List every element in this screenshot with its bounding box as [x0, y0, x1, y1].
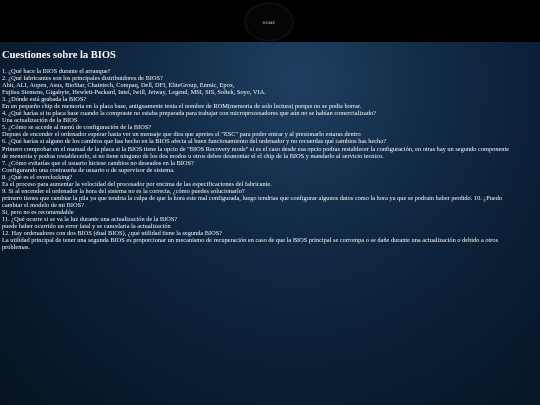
content-line: 8. ¿Qué es el overclocking?: [2, 173, 73, 181]
content-line: 9. Si al encender el ordenador la hora del sistema no es la correcta, ¿cómo puedes solucionarlo?: [2, 187, 245, 195]
content-line: Primero comprobar en el manual de la placa si la BIOS tiene la opcio de "BIOS Recovery mode" si es el caso desde esa opcio podras restablecer la configuración, en otras hay un segundo componente: [2, 145, 510, 153]
content-line: primero tienes que cambiar la pila ya que tendria la culpa de que la hora este mal configurada, luego tendrias que configurar algunos datos como la hora ya que se podrain haber perdido. 10. ¿Puedo: [2, 194, 503, 202]
content-line: La utilidad principal de tener una segunda BIOS es proporcionar un mecanismo de recuperación en caso de que la BIOS principal se corrompa o se dañe durante una actualización o debido a otros: [2, 237, 499, 245]
content-line: 2. ¿Qué fabricantes son los principales distribuidores de BIOS?: [2, 75, 163, 83]
content-line: En un pequeño chip de memoria en la placa base, antiguamente tenia el nombre de ROM(memoria de solo lectura) porque no se podia borrar.: [2, 103, 362, 111]
content-line: problemas.: [2, 244, 31, 252]
content-line: puede haber ocurrido un error fatal y se cancelaria la actualización: [2, 223, 171, 231]
home-button-label: HOME: [262, 19, 276, 25]
content-line: Es el proceso para aumentar la velocidad del procesador por encima de las especificaciones del fabricante.: [2, 180, 272, 188]
content-line: Fujitsu Siemens, Gigabyte, Hewlett-Packard, Intel, Iwill, Jetway, Legend, MSI, SIS, Soltek, Soyo, VIA.: [2, 89, 266, 97]
page-title: Cuestiones sobre la BIOS: [2, 50, 116, 61]
home-button[interactable]: [246, 4, 292, 40]
content-line: Configurando una contraseña de usuario o de supervisor de sistema.: [2, 166, 175, 174]
content-line: 7. ¿Cómo evitarías que el usuario hiciese cambios no deseados en la BIOS?: [2, 159, 194, 167]
main-content: [2, 50, 536, 251]
content-line: 3. ¿Dónde está grabada la BIOS?: [2, 96, 87, 104]
content-line: 6. ¿Qué harías si alguno de los cambios que has hecho en la BIOS afecta al buen funcionamiento del ordenador y no recuerdas qué cambios has hecho?: [2, 138, 387, 146]
content-line: 12. Hay ordenadores con dos BIOS (dual BIOS), ¿qué utilidad tiene la segunda BIOS?: [2, 230, 223, 238]
content-line: Una actualización de la BIOS: [2, 117, 78, 125]
content-line: Si, pero no es recomendable: [2, 208, 74, 216]
content-line: 1. ¿Qué hace la BIOS durante el arranque?: [2, 68, 111, 75]
content-line: cambiar el modelo de mi BIOS?: [2, 201, 84, 209]
content-line: Depues de encender el ordenador esperar hasta ver un mensaje que dira que apretes el "ESC" para poder entrar y al presionarlo estaras dentro: [2, 131, 361, 139]
top-bar: [0, 0, 540, 42]
content-line: de memoria y podras restablecerlo, si no tiene ninguno de los dos modos u otros debes desmontar el el chip de la BIOS y mandarlo al servicio tecnico.: [2, 152, 384, 160]
content-line: 4. ¿Qué harías si tu placa base cuando la compraste no estaba preparada para trabajar con microprocesadores que aún no se habían comercializado?: [2, 110, 376, 118]
content-line: 5. ¿Cómo se accede al menú de configuración de la BIOS?: [2, 124, 152, 132]
content-line: 11. ¿Qué ocurre si se va la luz durante una actualización de la BIOS?: [2, 215, 178, 223]
content-body: [2, 68, 536, 251]
content-line: Abit, ALI, Aopen, Asus, BioStar, Chaintech, Compaq, Dell, DFI, EliteGroup, Enmic, Epox,: [2, 82, 235, 90]
